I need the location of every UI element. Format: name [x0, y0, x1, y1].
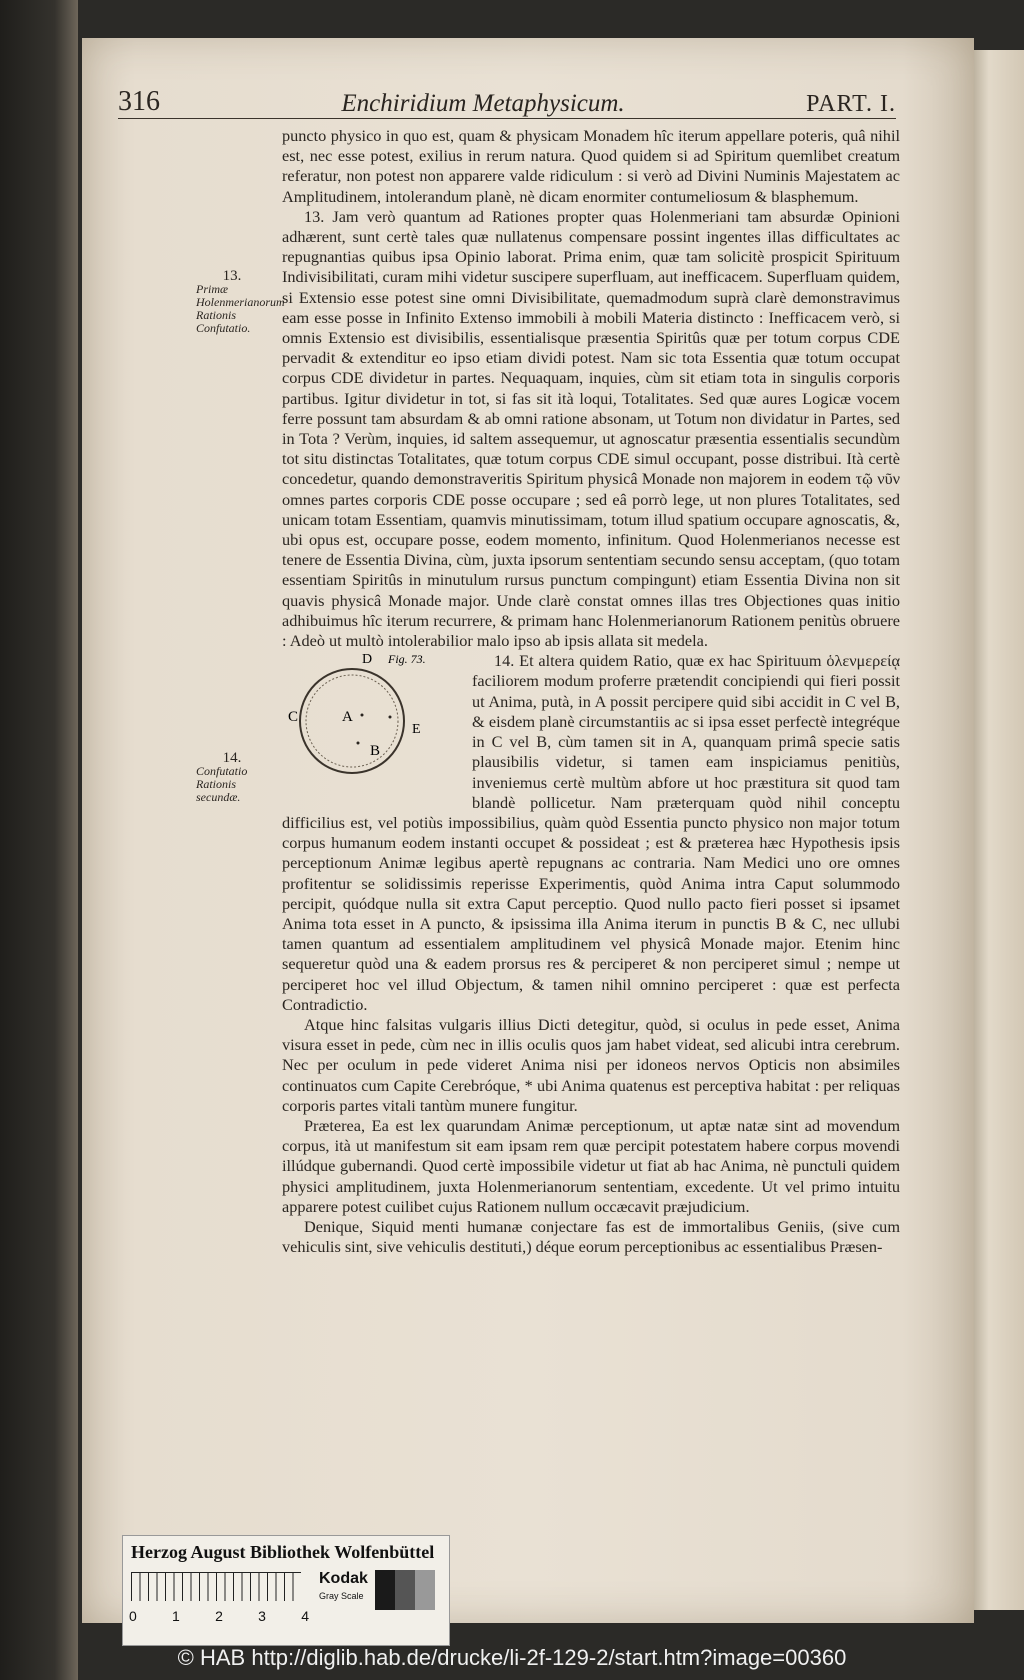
- point-dot-mark: [389, 716, 392, 719]
- institution-name: Herzog August Bibliothek Wolfenbüttel: [131, 1542, 435, 1562]
- scan-background-left: [0, 0, 78, 1680]
- point-A-mark: [361, 714, 364, 717]
- running-header: [118, 82, 896, 119]
- label-A: A: [342, 709, 353, 726]
- kodak-logo: Kodak: [319, 1570, 368, 1587]
- margin-note-13: 13. Primæ Holenmerianorum Rationis Confutatio.: [196, 268, 285, 335]
- figure-label: Fig. 73.: [388, 652, 426, 667]
- color-calibration-card: [122, 1535, 450, 1646]
- gray-patch-mid: [395, 1570, 415, 1610]
- label-B: B: [370, 743, 381, 760]
- paragraph: 13. Jam verò quantum ad Rationes propter quas Holenmeriani tam absurdæ Opinioni adhærent, sunt certè tales quæ nullatenus compensare possint ingentes illas difficultates ac repugnantias quibus ipsa Opinio laborat. Prima enim, quæ tam solicitè prospicit Spirituum Indivisibilitati, curam mihi videtur suscipere superfluam, aut inefficacem. Superfluam quidem, si Extensio esse potest sine omni Divisibilitate, quemadmodum suprà clarè demonstravimus eam esse posse in Infinito Extenso immobili à mobili Materia distincto : Inefficacem verò, si omnis Extensio est divisibilis, essentialisque præsentia Spiritûs quæ per totum corpus CDE pervadit & extenditur eo ipso etiam dividi potest. Nam sic tota Essentia quæ totum occupat corpus CDE dividetur in partes. Nequaquam, inquies, cùm sit etiam tota in singulis corporis partibus. Igitur dividetur in tot, si fas sit ità loqui, Totalitates. Sed quæ aures Logicæ vocem ferre possunt tam absurdam & ab omni ratione absonam, ut Totum non dividatur in Partes, sed in Tota ? Verùm, inquies, id saltem assequemur, ut agnoscatur præsentia essentialis secundùm tot situ distinctas Totalitates, quæ totum corpus CDE simul occupant, posse distribui. Ità certè concedetur, quando demonstraveritis Spiritum physicâ Monade non majorem in eodem τῷ νῦν omnes partes corporis CDE posse occupare ; sed eâ porrò lege, ut non plures Totalitates, sed unicam totam Essentiam, quamvis minutissimam, totum illud spatium occupare agnoscatis, &, ubi opus est, occupare posse, eodem momento, infinitum. Quod Holenmerianos necesse est tenere de Essentia Divina, cùm, juxta ipsorum sententiam secundo sensu acceptam, (quo totam essentiam Spiritûs in minutulum rursus punctum compingunt) etiam Essentia Divina non sit quavis physicâ Monade major. Unde clarè constat omnes illas tres Objectiones quas initio adhibuimus hîc iterum recurrere, & primam hanc Holenmerianorum Rationem penitùs obruere : Adeò ut multò intolerabilior malo ipso ab ipsis allata sit medela.: [282, 206, 900, 651]
- gray-patch-dark: [375, 1570, 395, 1610]
- paragraph: Præterea, Ea est lex quarundam Animæ perceptionum, ut aptæ natæ sint ad movendum corpus, ità ut manifestum sit eam ipsam rem quæ percipit potestatem habere corpus movendi illúdque gubernandi. Quod certè impossibile videtur ut fiat ab hac Anima, nè punctuli quidem physici amplitudinem, juxta Holenmerianorum sententiam, excedente. Ut vel primo intuitu apparere potest cuilibet cujus Rationem nullum occæcavit præjudicium.: [282, 1115, 900, 1216]
- copyright-line: © HAB http://diglib.hab.de/drucke/li-2f-129-2/start.htm?image=00360: [177, 1645, 847, 1670]
- gray-patch-light: [415, 1570, 435, 1610]
- next-page-edge: [974, 50, 1024, 1610]
- figure-73: [282, 651, 472, 799]
- paragraph: puncto physico in quo est, quam & physicam Monadem hîc iterum appellare poteris, quâ nihil est, nec esse potest, exilius in rerum natura. Quod quidem si ad Spiritum quemlibet creatum referatur, non potest non apparere valde ridiculum : si verò ad Divini Numinis Majestatem ac Amplitudinem, intolerandum planè, nè dicam enormiter contumeliosum & blasphemum.: [282, 126, 900, 206]
- label-E: E: [412, 722, 421, 738]
- gray-scale-label: Gray Scale: [319, 1591, 364, 1601]
- paragraph: 14. Et altera quidem Ratio, quæ ex hac Spirituum ὁλενμερείᾳ faciliorem modum proferre prætendit concipiendi qui fieri possit ut Anima, putà, in A possit percipere quid sibi accidit in C vel B, & eisdem planè circumstantiis ac si ipsa esset perfectè integréque in C vel B, cùm tamen sit in A, quanquam primâ specie satis plausibilis videtur, si tamen eam inspiciamus penitiùs, inveniemus certè multùm abfore ut hoc præstitura sit quod tam blandè pollicetur. Nam præterquam quòd nihil conceptu difficilius est, vel potiùs impossibilius, quàm quòd Essentia puncto physico non major totum corpus humanum eodem instanti occupet & possideat ; est & præterea hæc Hypothesis ipsis perceptionum Animæ legibus apertè repugnans ac contraria. Nam Medici uno ore omnes profitentur se solidissimis reperisse Experimentis, quòd Anima intra Caput solummodo percipit, quódque nulla sit extra Caput perceptio. Quod nullo pacto fieri posset si ipsamet Anima tota esset in A puncto, & ipsissima illa Anima iterum in punctis B & C, nec ullubi tamen quantum ad essentialem amplitudinem vel physicâ Monade major. Etenim hinc sequeretur quòd una & eadem prorsus res & perciperet & non perciperet simul ; nempe ut perciperet hoc vel illud Objectum, & tamen nihil omnino perciperet : quæ est perfecta Contradictio.: [282, 651, 900, 1014]
- part-label: PART. I.: [806, 91, 896, 117]
- paragraph: Atque hinc falsitas vulgaris illius Dicti detegitur, quòd, si oculus in pede esset, Anima visura esset in pede, cùm nec in illis oculis quos jam habet videat, sed alicubi intra cerebrum. Nec per oculum in pede videret Anima nisi per idoneos nervos Opticis non absimiles continuatos cum Capite Cerebróque, * ubi Anima quatenus est perceptiva habitat : per reliquas corporis partes vitali tantùm munere fungitur.: [282, 1014, 900, 1115]
- body-text: [282, 126, 900, 1257]
- label-C: C: [288, 709, 299, 726]
- circle-diagram: [282, 651, 462, 791]
- paragraph: Denique, Siquid menti humanæ conjectare fas est de immortalibus Geniis, (sive cum vehiculis sint, sive vehiculis destituti,) déque eorum perceptionibus ac essentialibus Præsen-: [282, 1216, 900, 1257]
- page-number: 316: [118, 86, 160, 117]
- label-D: D: [362, 652, 373, 668]
- ruler: [131, 1572, 301, 1601]
- point-B-mark: [357, 742, 360, 745]
- running-title: Enchiridium Metaphysicum.: [341, 90, 625, 117]
- ruler-ticks: 0 1 2 3 4: [129, 1608, 309, 1624]
- margin-note-14: 14. Confutatio Rationis secundæ.: [196, 750, 248, 804]
